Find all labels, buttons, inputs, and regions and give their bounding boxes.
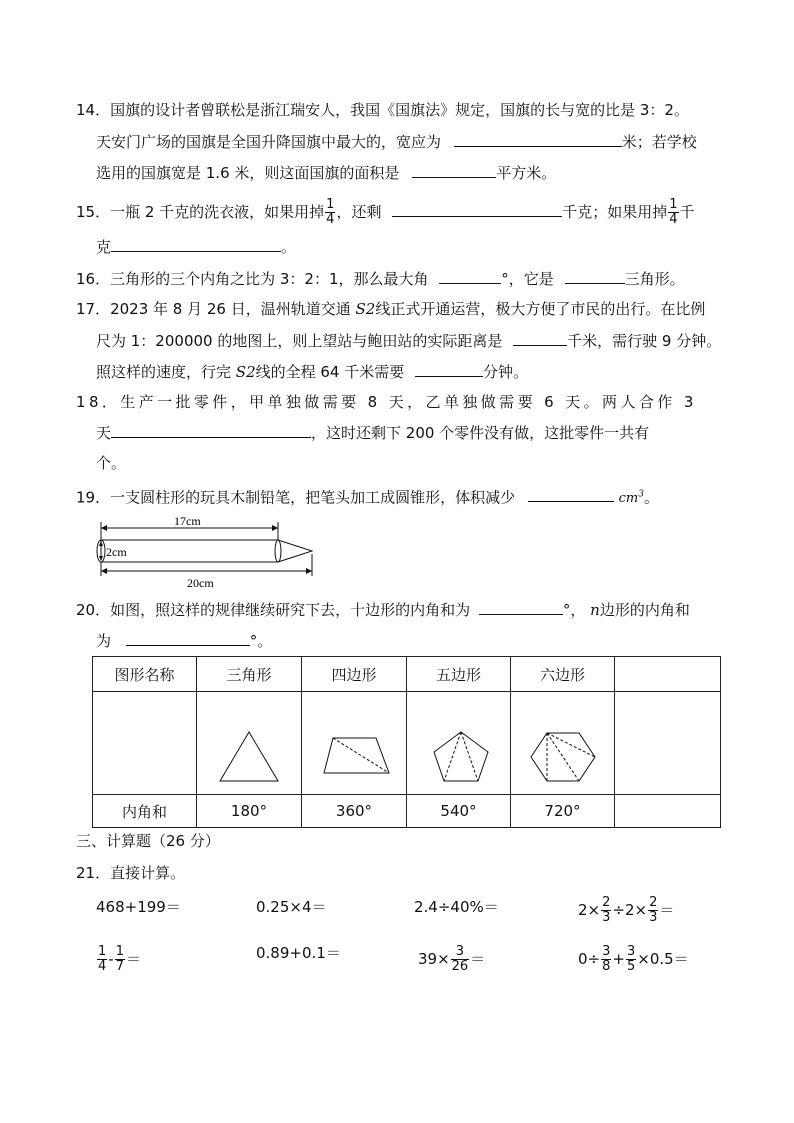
q17-text-3c: 分钟。 xyxy=(483,363,529,381)
table-shape-name: 五边形 xyxy=(407,657,511,692)
q19-text-end: 。 xyxy=(644,488,660,507)
q14-line3 xyxy=(96,161,556,184)
pentagon-cell xyxy=(407,692,511,795)
q17-line2 xyxy=(96,329,721,352)
q16-text-a: 16．三角形的三个内角之比为 3：2：1，那么最大角 xyxy=(76,270,429,288)
q17-text-3b: 线的全程 64 千米需要 xyxy=(255,363,405,381)
q15-text-a: 15．一瓶 2 千克的洗衣液，如果用掉 xyxy=(76,203,325,221)
q17-text-3a: 照这样的速度，行完 xyxy=(96,363,232,381)
q15-fraction-1: $\frac{1}{4}$ xyxy=(326,197,335,227)
q18-answer-blank[interactable] xyxy=(111,421,311,438)
q15-answer-blank-1[interactable] xyxy=(392,200,562,217)
calc-r1c1: 468+199＝ xyxy=(96,898,181,916)
q14-line2 xyxy=(96,130,697,153)
calc-r1c4: 2× $\frac{2}{3}$ ÷2× $\frac{2}{3}$ ＝ xyxy=(578,895,675,925)
table-empty-cell xyxy=(93,692,197,795)
q20-text-1a: 20．如图，照这样的规律继续研究下去，十边形的内角和为 xyxy=(76,601,471,619)
q17-line1 xyxy=(76,298,705,320)
q14-text-2a: 天安门广场的国旗是全国升降国旗中最大的，宽应为 xyxy=(96,133,442,151)
table-shape-name: 四边形 xyxy=(302,657,407,692)
q16-text-b: °，它是 xyxy=(501,270,554,288)
q14-text-3b: 平方米。 xyxy=(496,164,557,182)
q18-text-2b: ，这时还剩下 200 个零件没有做，这批零件一共有 xyxy=(311,424,650,442)
q19-unit: $cm^3$ xyxy=(618,490,644,507)
calc-r2c1: $\frac{1}{4}$ - $\frac{1}{7}$ ＝ xyxy=(98,944,141,974)
calc-r2c2: 0.89+0.1＝ xyxy=(256,944,341,962)
calc-r1c3: 2.4÷40%＝ xyxy=(414,898,499,916)
q14-answer-blank-1[interactable] xyxy=(454,130,622,147)
q14-answer-blank-2[interactable] xyxy=(412,161,496,178)
q19-text-a: 19．一支圆柱形的玩具木制铅笔，把笔头加工成圆锥形，体积减少 xyxy=(76,488,516,507)
q20-answer-blank-2[interactable] xyxy=(126,629,250,646)
q20-text-1c: 边形的内角和 xyxy=(599,601,690,619)
pencil-cone-tip xyxy=(278,540,312,562)
q20-answer-blank-1[interactable] xyxy=(479,598,563,615)
q15-text-b: ，还剩 xyxy=(336,203,382,221)
q15-text-d: 千 xyxy=(679,203,695,221)
q15-line1 xyxy=(76,198,695,227)
q20-text-2a: 为 xyxy=(96,632,112,650)
q17-text-2b: 千米，需行驶 9 分钟。 xyxy=(567,332,722,350)
calc-r2c4: 0÷ $\frac{3}{8}$ + $\frac{3}{5}$ ×0.5＝ xyxy=(578,944,689,974)
q18-line3: 个。 xyxy=(96,454,127,472)
pencil-diagram xyxy=(92,512,322,592)
quadrilateral-shape xyxy=(304,692,404,790)
q14-text-2b: 米；若学校 xyxy=(621,133,697,151)
q19-answer-blank[interactable] xyxy=(528,485,614,502)
q18-line2 xyxy=(96,421,649,444)
q17-text-1a: 17．2023 年 8 月 26 日，温州轨道交通 xyxy=(76,300,351,318)
table-sum-value: 180° xyxy=(197,795,302,828)
q17-answer-blank-1[interactable] xyxy=(513,329,567,346)
q18-text-2a: 天 xyxy=(96,424,112,442)
q20-text-2b: °。 xyxy=(249,632,273,650)
quadrilateral-cell xyxy=(302,692,407,795)
q20-text-1b: °， xyxy=(562,601,586,619)
q17-text-2a: 尺为 1：200000 的地图上，则上望站与鲍田站的实际距离是 xyxy=(96,332,503,350)
q15-answer-blank-2[interactable] xyxy=(111,235,281,252)
q15-text-c: 千克；如果用掉 xyxy=(562,203,668,221)
polygon-table xyxy=(92,656,721,828)
table-shape-name: 六边形 xyxy=(511,657,615,692)
table-sum-value: 540° xyxy=(407,795,511,828)
table-header-label: 图形名称 xyxy=(93,657,197,692)
q20-line1 xyxy=(76,598,690,621)
table-sum-row xyxy=(93,795,721,828)
q16-answer-blank-2[interactable] xyxy=(565,267,625,284)
hexagon-shape xyxy=(513,692,613,790)
triangle-cell xyxy=(197,692,302,795)
table-empty-cell[interactable] xyxy=(615,795,721,828)
table-shape-name: 三角形 xyxy=(197,657,302,692)
q15-fraction-2: $\frac{1}{4}$ xyxy=(669,197,678,227)
q15-text-2b: 。 xyxy=(281,238,297,256)
table-header-row xyxy=(93,657,721,692)
q16-line xyxy=(76,267,685,290)
q14-line1: 14．国旗的设计者曾联松是浙江瑞安人，我国《国旗法》规定，国旗的长与宽的比是 3：2。 xyxy=(76,101,689,119)
q16-text-c: 三角形。 xyxy=(624,270,685,288)
q15-text-2a: 克 xyxy=(96,238,112,256)
q16-answer-blank-1[interactable] xyxy=(439,267,501,284)
pentagon-shape xyxy=(409,692,509,790)
dim-label-17cm: 17cm xyxy=(174,514,201,528)
table-sum-value: 720° xyxy=(511,795,615,828)
table-empty-cell xyxy=(615,657,721,692)
table-figure-row xyxy=(93,692,721,795)
q15-line2 xyxy=(96,235,296,258)
dim-label-20cm: 20cm xyxy=(187,576,214,590)
q21-title: 21．直接计算。 xyxy=(76,864,186,882)
section-3-title: 三、计算题（26 分） xyxy=(76,832,220,850)
q20-n-symbol: n xyxy=(590,601,600,619)
calc-r2c3: 39× $\frac{3}{26}$ ＝ xyxy=(418,944,486,974)
q17-line3 xyxy=(96,360,528,383)
table-sum-value: 360° xyxy=(302,795,407,828)
q17-line-name: S2 xyxy=(355,300,376,318)
calc-r1c2: 0.25×4＝ xyxy=(256,898,327,916)
triangle-shape xyxy=(199,692,299,790)
table-empty-cell xyxy=(615,692,721,795)
q18-line1: 18．生产一批零件，甲单独做需要 8 天，乙单独做需要 6 天。两人合作 3 xyxy=(76,393,697,411)
q20-line2 xyxy=(96,629,272,652)
q17-text-1b: 线正式开通运营，极大方便了市民的出行。在比例 xyxy=(375,300,706,318)
table-sum-label: 内角和 xyxy=(93,795,197,828)
q14-text-3a: 选用的国旗宽是 1.6 米，则这面国旗的面积是 xyxy=(96,164,400,182)
q19-line xyxy=(76,484,659,510)
q17-answer-blank-2[interactable] xyxy=(415,360,483,377)
q17-line-name-2: S2 xyxy=(235,363,256,381)
dim-label-2cm: 2cm xyxy=(106,545,127,559)
hexagon-cell xyxy=(511,692,615,795)
